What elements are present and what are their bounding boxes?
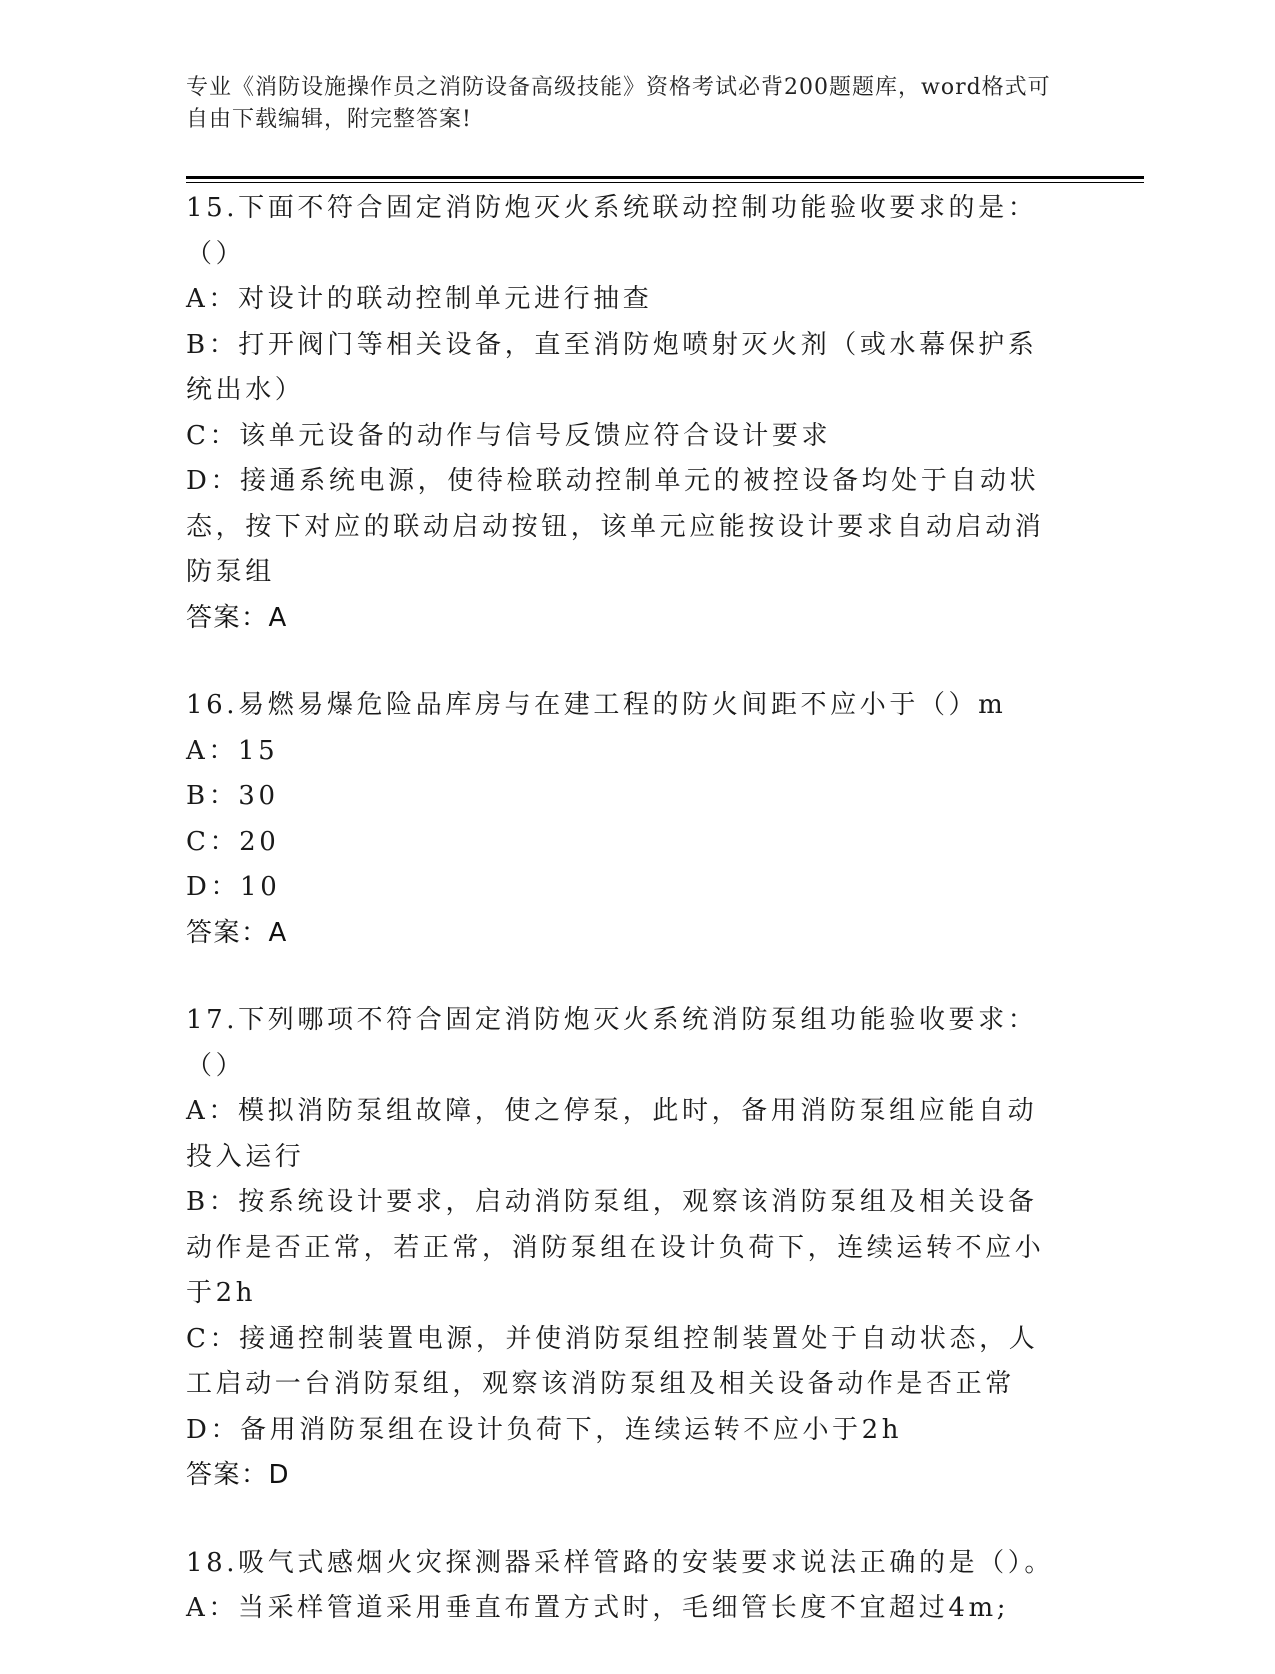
option-a: A：当采样管道采用垂直布置方式时，毛细管长度不宜超过4m; [186,1593,1010,1623]
option-c: C：接通控制装置电源，并使消防泵组控制装置处于自动状态，人工启动一台消防泵组，观察该消防泵组及相关设备动作是否正常 [186,1323,1039,1399]
question-stem: 15.下面不符合固定消防炮灭火系统联动控制功能验收要求的是：（） [186,193,1038,269]
option-b: B：30 [186,781,279,811]
option-b: B：按系统设计要求，启动消防泵组，观察该消防泵组及相关设备动作是否正常，若正常，消防泵组在设计负荷下，连续运转不应小于2h [186,1187,1045,1308]
option-d: D：备用消防泵组在设计负荷下，连续运转不应小于2h [186,1414,903,1445]
question-stem: 16.易燃易爆危险品库房与在建工程的防火间距不应小于（）m [186,690,1007,720]
question-18 [186,1541,1066,1632]
question-stem: 17.下列哪项不符合固定消防炮灭火系统消防泵组功能验收要求：（） [186,1005,1038,1081]
option-c: C：20 [186,826,280,857]
answer-label: 答案：A [186,602,288,633]
option-b: B：打开阀门等相关设备，直至消防炮喷射灭火剂（或水幕保护系统出水） [186,329,1038,405]
header-rule-thick [186,176,1144,179]
option-a: A：对设计的联动控制单元进行抽查 [186,284,653,314]
question-17 [186,998,1066,1499]
header-rule-thin [186,182,1144,183]
question-15 [186,186,1066,641]
answer-label: 答案：D [186,1460,291,1490]
question-16 [186,683,1066,956]
option-d: D：接通系统电源，使待检联动控制单元的被控设备均处于自动状态，按下对应的联动启动按钮，该单元应能按设计要求自动启动消防泵组 [186,466,1045,587]
header-text: 专业《消防设施操作员之消防设备高级技能》资格考试必背200题题库，word格式可自由下载编辑，附完整答案! [186,75,1051,132]
option-a: A：模拟消防泵组故障，使之停泵，此时，备用消防泵组应能自动投入运行 [186,1096,1038,1172]
question-list [186,186,1066,1674]
answer-label: 答案：A [186,917,288,948]
option-d: D：10 [186,872,281,902]
option-a: A：15 [186,735,279,766]
document-header [186,72,1066,136]
question-stem: 18.吸气式感烟火灾探测器采样管路的安装要求说法正确的是（）。 [186,1547,1054,1578]
option-c: C：该单元设备的动作与信号反馈应符合设计要求 [186,420,832,451]
